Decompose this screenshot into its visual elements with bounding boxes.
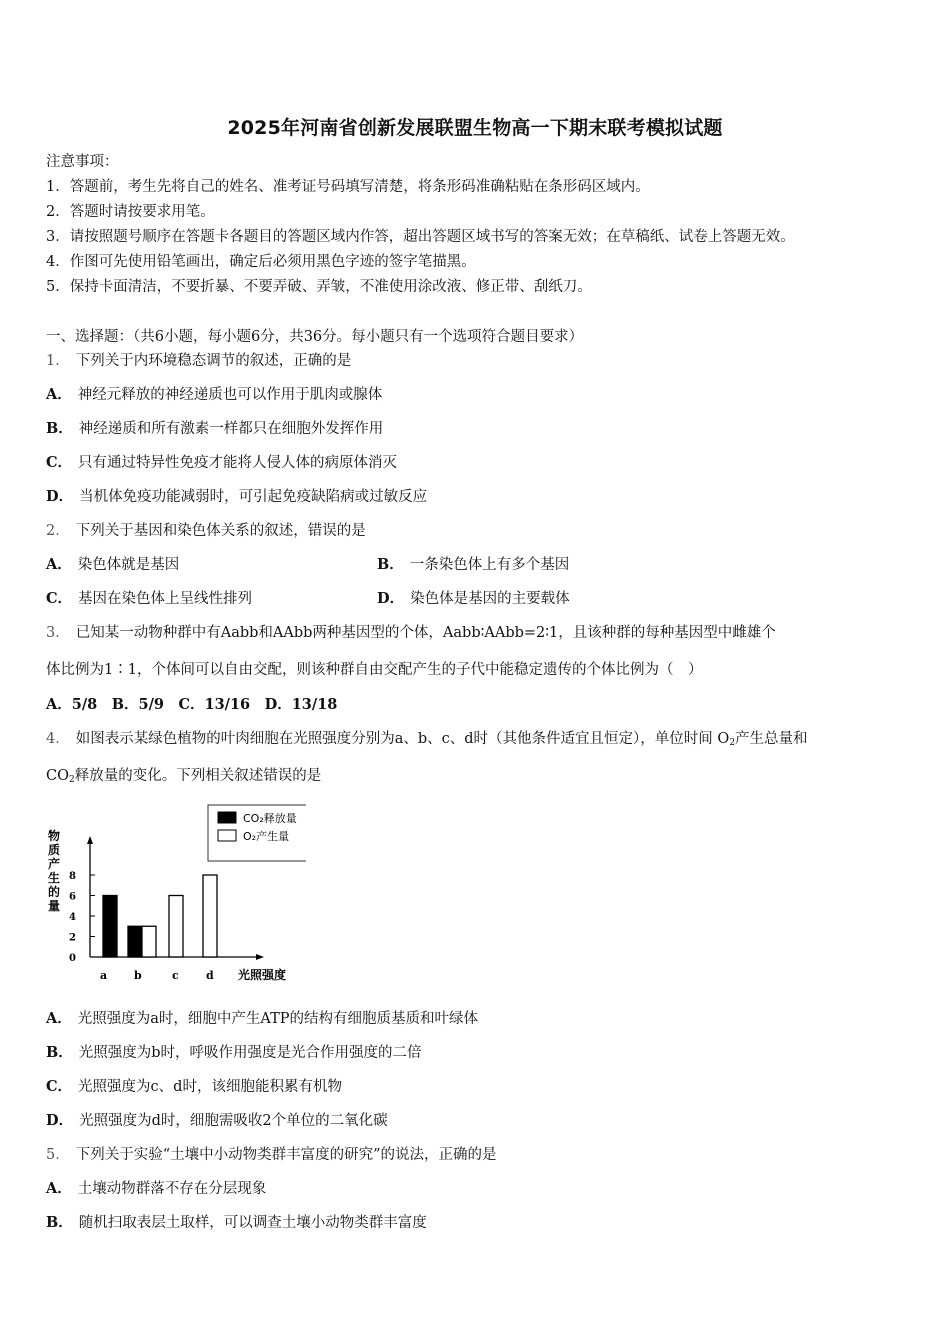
- y-tick-label-8: 8: [69, 871, 76, 882]
- notice-item-4: 4．作图可先使用铅笔画出，确定后必须用黑色字迹的签字笔描黑。: [46, 254, 476, 270]
- q2-option-d-label: D．: [377, 590, 405, 607]
- q4-option-b-label: B．: [46, 1044, 73, 1061]
- q1-number: 1．: [46, 353, 70, 369]
- q1-option-c[interactable]: [46, 454, 397, 472]
- x-tick-label-a: a: [100, 969, 108, 982]
- q4-option-d[interactable]: [46, 1112, 388, 1130]
- q4-stem-line-1: [46, 730, 808, 752]
- q1-option-c-text: 只有通过特异性免疫才能将人侵人体的病原体消灭: [78, 455, 398, 471]
- section-heading: 一、选择题：（共6小题，每小题6分，共36分。每小题只有一个选项符合题目要求）: [46, 329, 584, 345]
- y-label-char-2: 产: [48, 857, 61, 871]
- q4-option-c[interactable]: [46, 1078, 342, 1096]
- q4-sub-1: 2: [729, 738, 736, 748]
- q4-option-c-label: C．: [46, 1078, 73, 1095]
- q4-option-d-label: D．: [46, 1112, 74, 1129]
- q2-option-c-text: 基因在染色体上呈线性排列: [78, 591, 253, 607]
- legend-label-co2: CO₂释放量: [243, 812, 297, 825]
- x-axis-arrow: [256, 954, 264, 960]
- bar-a-co2: [103, 896, 117, 958]
- q2-stem: [46, 522, 366, 540]
- q4-stem-text-2a: CO: [46, 768, 69, 784]
- q1-option-c-label: C．: [46, 454, 73, 471]
- q2-option-c[interactable]: [46, 591, 252, 607]
- q5-stem: [46, 1146, 497, 1164]
- q4-option-a-text: 光照强度为a时，细胞中产生ATP的结构有细胞质基质和叶绿体: [77, 1011, 479, 1027]
- q1-option-d[interactable]: [46, 488, 427, 506]
- q2-number: 2．: [46, 523, 70, 539]
- q4-option-d-text: 光照强度为d时，细胞需吸收2个单位的二氧化碳: [79, 1113, 388, 1129]
- q4-option-c-text: 光照强度为c、d时，该细胞能积累有机物: [78, 1079, 342, 1095]
- q2-option-b[interactable]: [377, 556, 569, 574]
- q2-option-b-text: 一条染色体上有多个基因: [409, 557, 570, 573]
- q2-option-a[interactable]: [46, 557, 179, 573]
- q5-number: 5．: [46, 1147, 70, 1163]
- q4-sub-2: 2: [68, 775, 75, 785]
- y-axis-arrow: [87, 836, 93, 844]
- q4-option-a-label: A．: [46, 1010, 72, 1027]
- y-tick-label-4: 4: [69, 912, 76, 923]
- q4-option-a[interactable]: [46, 1010, 478, 1028]
- bars: [103, 875, 217, 957]
- x-tick-label-c: c: [172, 969, 179, 982]
- q2-stem-text: 下列关于基因和染色体关系的叙述，错误的是: [75, 523, 366, 539]
- q1-option-a-text: 神经元释放的神经递质也可以作用于肌肉或腺体: [77, 387, 383, 403]
- y-label-char-1: 质: [48, 843, 61, 857]
- q3-stem-line-2: 体比例为1∶1，个体间可以自由交配，则该种群自由交配产生的子代中能稳定遗传的个体比例为（ ）: [46, 662, 703, 678]
- q5-stem-text: 下列关于实验“土壤中小动物类群丰富度的研究”的说法，正确的是: [75, 1147, 497, 1163]
- y-label-char-4: 的: [48, 885, 61, 899]
- q5-option-b[interactable]: [46, 1214, 427, 1232]
- q4-stem-line-2: [46, 767, 321, 789]
- notice-item-5: 5．保持卡面清洁，不要折暴、不要弄破、弄皱，不准使用涂改液、修正带、刮纸刀。: [46, 279, 592, 295]
- bar-b-o2: [142, 926, 156, 957]
- q1-option-d-label: D．: [46, 488, 74, 505]
- page-title: 2025年河南省创新发展联盟生物高一下期末联考模拟试题: [227, 117, 723, 139]
- q5-option-a-text: 土壤动物群落不存在分层现象: [77, 1181, 267, 1197]
- bar-chart: [46, 800, 306, 990]
- q1-option-b[interactable]: [46, 420, 383, 438]
- y-label-char-3: 生: [48, 871, 61, 885]
- notice-heading: 注意事项：: [46, 154, 119, 170]
- q2-options-row-1: [46, 556, 906, 574]
- legend-swatch-co2: [218, 812, 236, 823]
- q3-stem-text-1: 已知某一动物种群中有Aabb和AAbb两种基因型的个体，Aabb∶AAbb=2∶1，且该种群的每种基因型中雌雄个: [75, 625, 776, 641]
- q2-option-d[interactable]: [377, 590, 570, 608]
- q1-option-b-label: B．: [46, 420, 73, 437]
- q5-option-a[interactable]: [46, 1180, 266, 1198]
- q2-option-a-label: A．: [46, 556, 72, 573]
- bar-d-o2: [203, 875, 217, 957]
- notice-item-2: 2．答题时请按要求用笔。: [46, 204, 215, 220]
- q1-option-b-text: 神经递质和所有激素一样都只在细胞外发挥作用: [78, 421, 384, 437]
- q1-stem-text: 下列关于内环境稳态调节的叙述，正确的是: [75, 353, 352, 369]
- y-label-char-0: 物: [48, 829, 61, 843]
- legend-swatch-o2: [218, 830, 236, 841]
- y-tick-label-2: 2: [69, 932, 76, 944]
- y-label-char-5: 量: [48, 899, 61, 913]
- q1-option-a[interactable]: [46, 386, 382, 404]
- q4-stem-text-2b: 释放量的变化。下列相关叙述错误的是: [74, 768, 322, 784]
- q4-option-b-text: 光照强度为b时，呼吸作用强度是光合作用强度的二倍: [78, 1045, 422, 1061]
- q4-stem-text-1a: 如图表示某绿色植物的叶肉细胞在光照强度分别为a、b、c、d时（其他条件适宜且恒定），单位时间 O: [75, 731, 730, 747]
- q5-option-a-label: A．: [46, 1180, 72, 1197]
- x-tick-label-b: b: [134, 969, 142, 982]
- y-tick-label-6: 6: [69, 891, 76, 903]
- q2-option-a-text: 染色体就是基因: [77, 557, 180, 573]
- q2-options-row-2: [46, 590, 906, 608]
- y-tick-label-0: 0: [69, 953, 76, 964]
- x-tick-label-d: d: [206, 969, 214, 982]
- y-axis-label: [48, 828, 60, 913]
- notice-item-1: 1．答题前，考生先将自己的姓名、准考证号码填写清楚，将条形码准确粘贴在条形码区域内。: [46, 179, 650, 195]
- notice-item-3: 3．请按照题号顺序在答题卡各题目的答题区域内作答，超出答题区域书写的答案无效；在草稿纸、试卷上答题无效。: [46, 229, 795, 245]
- q1-stem: [46, 352, 351, 370]
- q4-option-b[interactable]: [46, 1044, 422, 1062]
- x-axis-label: 光照强度: [238, 968, 287, 982]
- q4-number: 4．: [46, 731, 70, 747]
- q4-stem-text-1b: 产生总量和: [735, 731, 808, 747]
- q5-option-b-text: 随机扫取表层土取样，可以调查土壤小动物类群丰富度: [78, 1215, 427, 1231]
- q3-number: 3．: [46, 625, 70, 641]
- q3-stem-line-1: [46, 624, 776, 642]
- legend-label-o2: O₂产生量: [243, 830, 290, 843]
- q1-option-d-text: 当机体免疫功能减弱时，可引起免疫缺陷病或过敏反应: [79, 489, 428, 505]
- bar-c-o2: [169, 896, 183, 958]
- q2-option-c-label: C．: [46, 590, 73, 607]
- q2-option-b-label: B．: [377, 556, 404, 573]
- bar-b-co2: [128, 926, 142, 957]
- x-ticks: [100, 969, 214, 982]
- q5-option-b-label: B．: [46, 1214, 73, 1231]
- q1-option-a-label: A．: [46, 386, 72, 403]
- q3-options[interactable]: A．5/8 B．5/9 C．13/16 D．13/18: [46, 696, 338, 713]
- q2-option-d-text: 染色体是基因的主要载体: [410, 591, 570, 607]
- y-ticks: [69, 871, 95, 964]
